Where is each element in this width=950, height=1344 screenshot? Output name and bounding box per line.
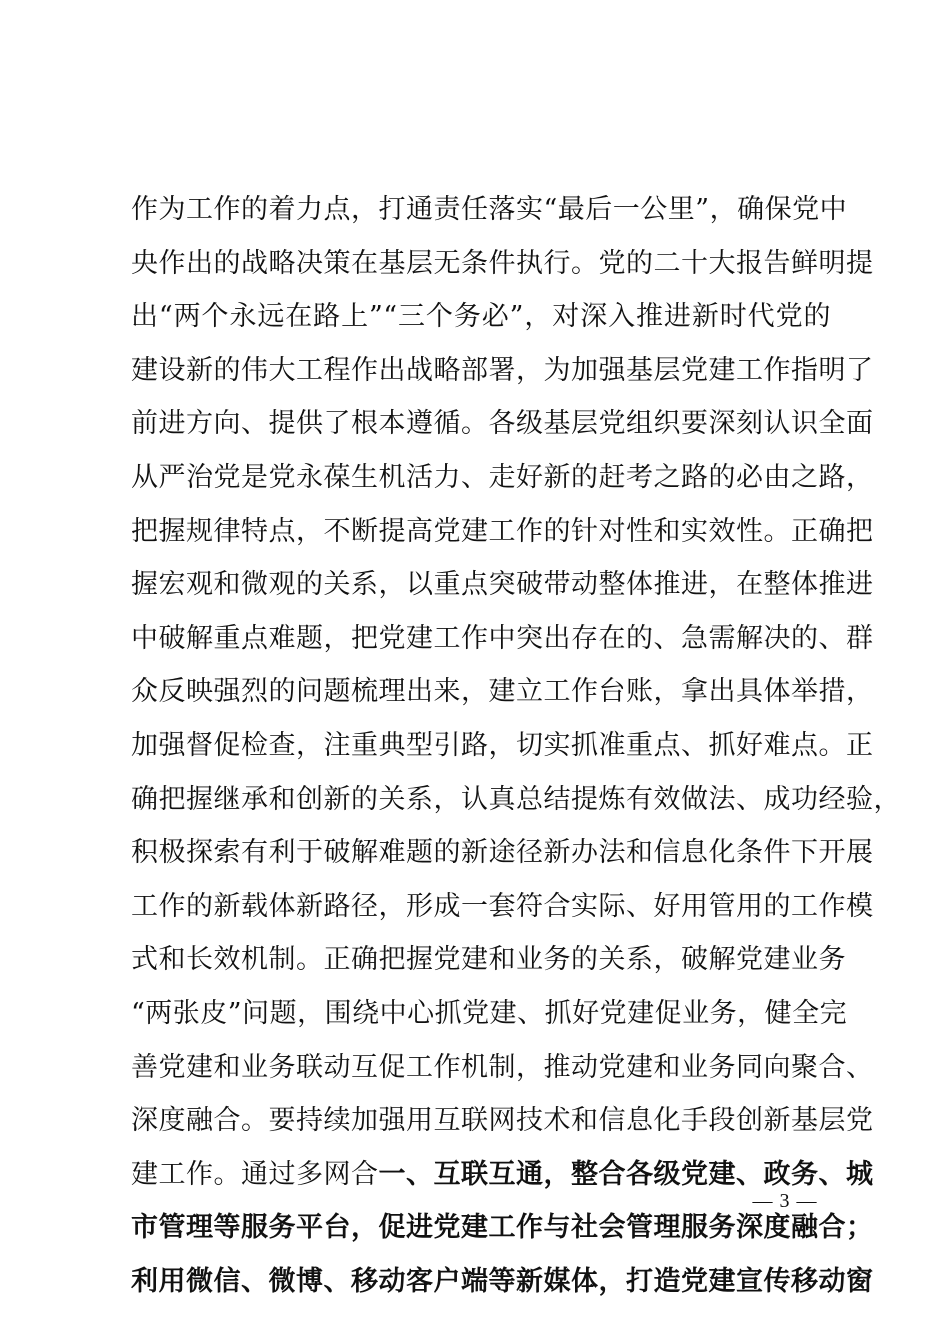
text-line: 握宏观和微观的关系，以重点突破带动整体推进，在整体推进	[131, 569, 874, 601]
page-number: — 3 —	[752, 1190, 818, 1212]
text-line: 善党建和业务联动互促工作机制，推动党建和业务同向聚合、	[131, 1051, 874, 1083]
text-line: 作为工作的着力点，打通责任落实“最后一公里”，确保党中	[131, 194, 848, 225]
body-text	[131, 183, 901, 1308]
bold-text-segment: 一、互联互通，整合各级党建、政务、城	[378, 1158, 874, 1190]
text-line: 建设新的伟大工程作出战略部署，为加强基层党建工作指明了	[131, 354, 874, 386]
text-line: 式和长效机制。正确把握党建和业务的关系，破解党建业务	[131, 944, 846, 976]
bold-text-line: 市管理等服务平台，促进党建工作与社会管理服务深度融合；	[131, 1212, 874, 1244]
text-line: 工作的新载体新路径，形成一套符合实际、好用管用的工作模	[131, 890, 874, 922]
text-line: 众反映强烈的问题梳理出来，建立工作台账，拿出具体举措，	[131, 676, 874, 708]
mixed-text-line	[131, 1148, 874, 1202]
text-line: 加强督促检查，注重典型引路，切实抓准重点、抓好难点。正	[131, 729, 874, 761]
text-line: 出“两个永远在路上”“三个务必”，对深入推进新时代党的	[131, 301, 831, 333]
text-line: “两张皮”问题，围绕中心抓党建、抓好党建促业务，健全完	[131, 997, 848, 1029]
text-line: 从严治党是党永葆生机活力、走好新的赶考之路的必由之路，	[131, 461, 874, 493]
text-line: 深度融合。要持续加强用互联网技术和信息化手段创新基层党	[131, 1105, 874, 1137]
text-line: 中破解重点难题，把党建工作中突出存在的、急需解决的、群	[131, 622, 874, 654]
text-line: 前进方向、提供了根本遵循。各级基层党组织要深刻认识全面	[131, 408, 874, 440]
bold-text-line: 利用微信、微博、移动客户端等新媒体，打造党建宣传移动窗	[131, 1265, 874, 1297]
regular-text-segment: 建工作。通过多网合	[131, 1158, 379, 1190]
text-line: 把握规律特点，不断提高党建工作的针对性和实效性。正确把	[131, 515, 874, 547]
text-line: 积极探索有利于破解难题的新途径新办法和信息化条件下开展	[131, 837, 874, 869]
text-line: 央作出的战略决策在基层无条件执行。党的二十大报告鲜明提	[131, 247, 874, 279]
text-line: 确把握继承和创新的关系，认真总结提炼有效做法、成功经验，	[131, 783, 901, 815]
